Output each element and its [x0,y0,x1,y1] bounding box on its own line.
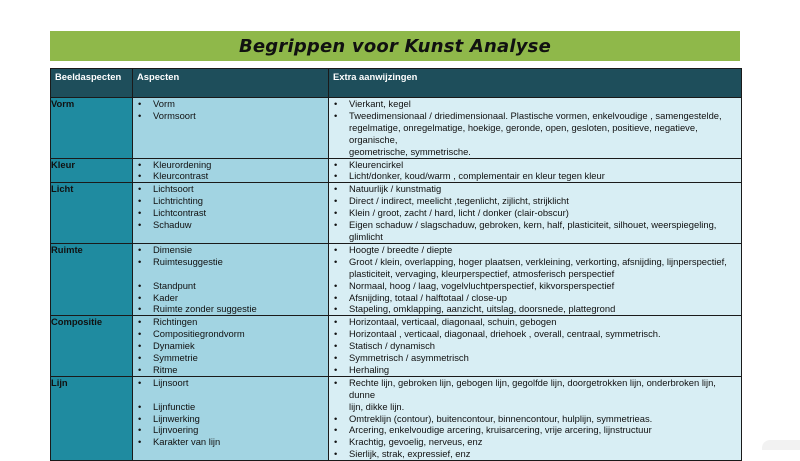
list-item: • Lichtsoort [133,183,328,195]
corner-decoration [762,440,800,450]
list-item: • Ruimtesuggestie [133,256,328,268]
list-item: • Vierkant, kegel [329,98,741,110]
list-item: • Lichtrichting [133,195,328,207]
list-item: • Richtingen [133,316,328,328]
hints-cell [329,316,742,377]
list-item: • Standpunt [133,280,328,292]
list-item: • Klein / groot, zacht / hard, licht / donker (clair-obscur) [329,207,741,219]
list-item: • Stapeling, omklapping, aanzicht, uitslag, doorsnede, plattegrond [329,303,741,315]
list-item: • Sierlijk, strak, expressief, enz [329,448,741,460]
list-item: • Ritme [133,364,328,376]
aspects-cell [133,376,329,460]
category-cell: Kleur [51,158,133,183]
list-spacer [133,268,328,280]
hints-cell [329,158,742,183]
hints-cell [329,243,742,315]
list-item: • Compositiegrondvorm [133,328,328,340]
terms-table [50,68,742,461]
table-row [51,376,742,460]
list-item-continued: geometrische, symmetrische. [349,145,471,157]
hints-cell [329,98,742,159]
list-item: • Hoogte / breedte / diepte [329,244,741,256]
table-row [51,243,742,315]
header-beeldaspecten: Beeldaspecten [51,69,133,98]
category-cell: Lijn [51,376,133,460]
header-aspecten: Aspecten [133,69,329,98]
list-item: • Lijnsoort [133,377,328,389]
header-extra-aanwijzingen: Extra aanwijzingen [329,69,742,98]
header-row [51,69,742,98]
list-spacer [133,389,328,401]
list-item: • Omtreklijn (contour), buitencontour, binnencontour, hulplijn, symmetrieas. [329,413,741,425]
list-item: • Kader [133,292,328,304]
list-item: • Tweedimensionaal / driedimensionaal. Plastische vormen, enkelvoudige , samengestelde, [329,110,741,122]
list-item: • Horizontaal, verticaal, diagonaal, schuin, gebogen [329,316,741,328]
aspects-cell [133,183,329,244]
list-item: • Normaal, hoog / laag, vogelvluchtperspectief, kikvorsperspectief [329,280,741,292]
aspects-cell [133,158,329,183]
list-item: • Lijnwerking [133,413,328,425]
list-item-continued: lijn, dikke lijn. [349,400,405,412]
list-item: • Afsnijding, totaal / halftotaal / close-up [329,292,741,304]
table-row [51,316,742,377]
list-item: • Lijnfunctie [133,401,328,413]
hints-cell [329,183,742,244]
category-cell: Compositie [51,316,133,377]
list-item: • Rechte lijn, gebroken lijn, gebogen lijn, gegolfde lijn, doorgetrokken lijn, onderbroken lijn, dunne [329,377,741,401]
list-item: • Krachtig, gevoelig, nerveus, enz [329,436,741,448]
list-item: • Vorm [133,98,328,110]
hints-cell [329,376,742,460]
list-item: • Eigen schaduw / slagschaduw, gebroken, kern, half, plasticiteit, silhouet, weerspiegeling, glimlicht [329,219,741,243]
list-item: • Karakter van lijn [133,436,328,448]
list-item: • Direct / indirect, meelicht ,tegenlicht, zijlicht, strijklicht [329,195,741,207]
list-item-continued: regelmatige, onregelmatige, hoekige, geronde, open, gesloten, positieve, negatieve, organische, [349,121,698,145]
list-item: • Arcering, enkelvoudige arcering, kruisarcering, vrije arcering, lijnstructuur [329,424,741,436]
aspects-cell [133,98,329,159]
table-row [51,98,742,159]
list-item: • Kleurordening [133,159,328,171]
list-item: • Horizontaal , verticaal, diagonaal, driehoek , overall, centraal, symmetrisch. [329,328,741,340]
title-banner [50,31,740,61]
aspects-cell [133,243,329,315]
table-row [51,183,742,244]
list-item: • Herhaling [329,364,741,376]
aspects-cell [133,316,329,377]
list-item: • Groot / klein, overlapping, hoger plaatsen, verkleining, verkorting, afsnijding, lijnperspectief, [329,256,741,268]
list-item: • Lijnvoering [133,424,328,436]
list-item: • Vormsoort [133,110,328,122]
list-item: • Dimensie [133,244,328,256]
list-item: • Schaduw [133,219,328,231]
list-item-continued: plasticiteit, vervaging, kleurperspectief, atmosferisch perspectief [349,267,615,279]
list-item: • Dynamiek [133,340,328,352]
list-item: • Statisch / dynamisch [329,340,741,352]
list-item: • Symmetrie [133,352,328,364]
list-item: • Symmetrisch / asymmetrisch [329,352,741,364]
list-item: • Kleurencirkel [329,159,741,171]
list-item: • Natuurlijk / kunstmatig [329,183,741,195]
list-item: • Kleurcontrast [133,170,328,182]
page-title: Begrippen voor Kunst Analyse [238,35,552,57]
category-cell: Licht [51,183,133,244]
category-cell: Ruimte [51,243,133,315]
list-item: • Ruimte zonder suggestie [133,303,328,315]
list-item: • Lichtcontrast [133,207,328,219]
table-row [51,158,742,183]
category-cell: Vorm [51,98,133,159]
list-item: • Licht/donker, koud/warm , complementair en kleur tegen kleur [329,170,741,182]
